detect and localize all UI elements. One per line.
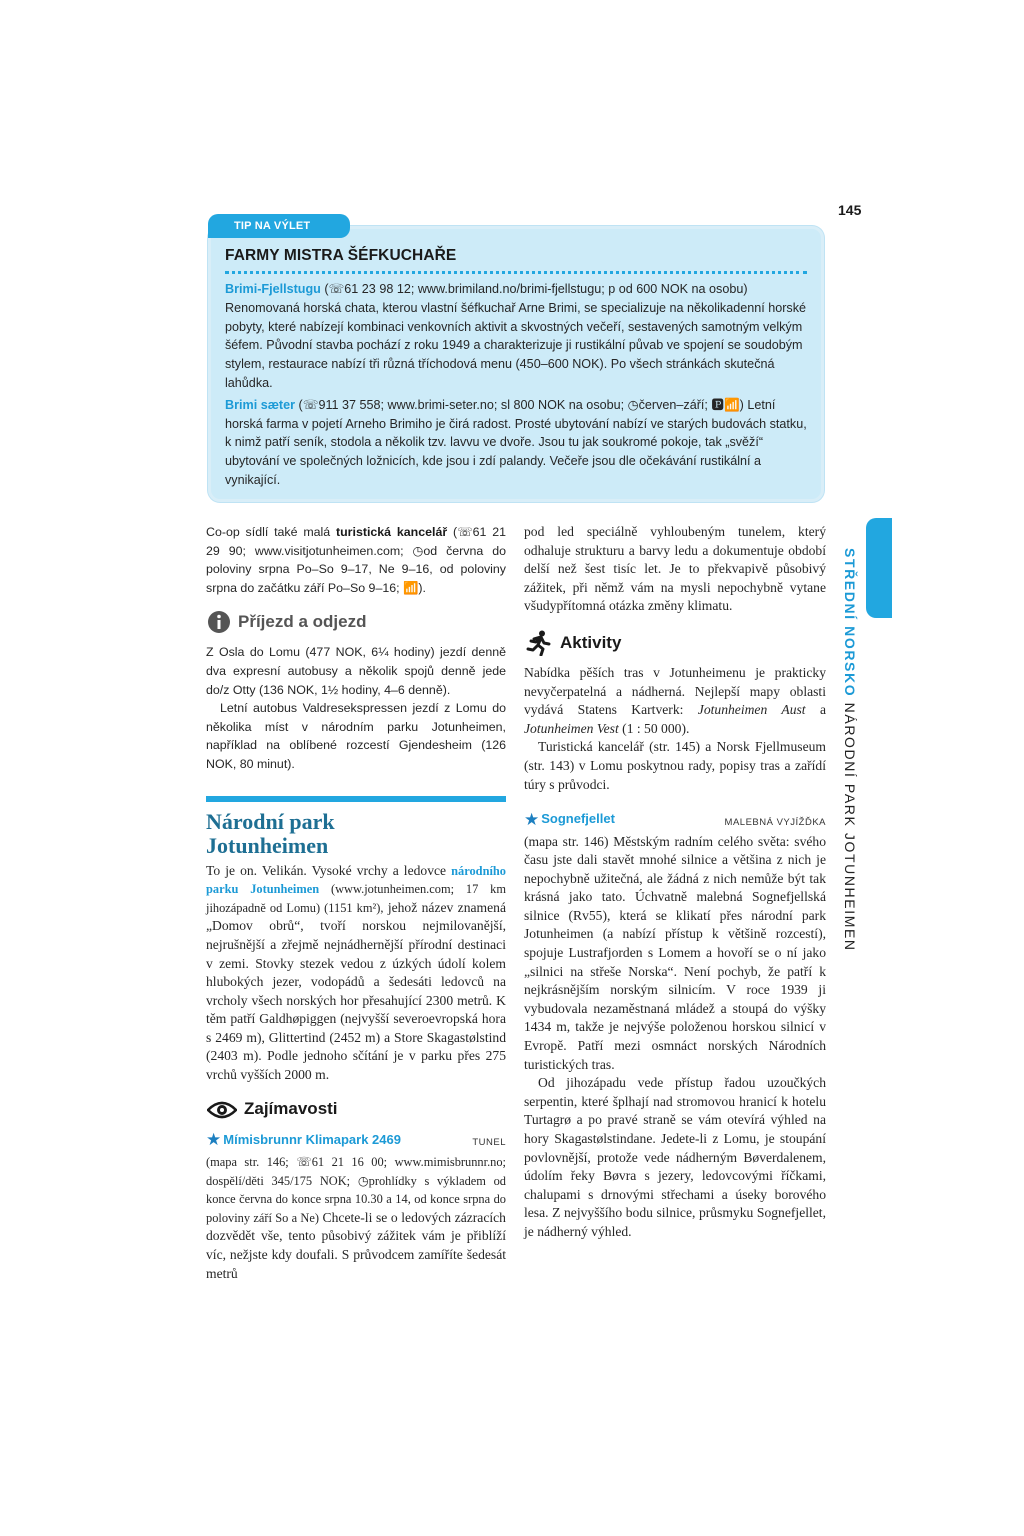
entry-name: Brimi-Fjellstugu xyxy=(225,282,321,296)
activities-text: a xyxy=(805,702,827,718)
park-title-line: Národní park xyxy=(206,808,335,834)
arrival-paragraph: Letní autobus Valdresekspressen jezdí z Lomu do několika míst v národním parku Jotunheimen, například na oblíbené rozcestí Gjendesheim (126 NOK, 80 minut). xyxy=(206,701,506,771)
tip-entry xyxy=(225,396,807,490)
sight-tag: TUNEL xyxy=(472,1137,506,1149)
star-icon: ★ xyxy=(524,809,540,829)
running-header-text xyxy=(842,548,858,952)
continued-paragraph: pod led speciálně vyhloubeným tunelem, který odhaluje strukturu a barvy ledu a dokumentuje období delší než šest tisíc let. Je to překvapivě působivý zážitek, při němž vám na mysli nepochybně vytane všudypřítomná otázka změny klimatu. xyxy=(524,524,826,614)
entry-text: (☏61 23 98 12; www.brimiland.no/brimi-fjellstugu; p od 600 NOK na osobu) Renomovaná horská chata, kterou vlastní šéfkuchař Arne Brimi, se specializuje na několikadenní horské pobyty, které nabízejí kombinaci venkovních aktivit a skvostných večeří, sestavených samotným velkým šéfem. Původní stavba pochází z roku 1949 a charakterizuje ji rustikální půvab ve spojení se soudobým stylem, restaurace nabízí tři různá tříchodová menu (450–600 NOK). Po všech stránkách skutečná lahůdka. xyxy=(225,282,807,390)
eye-icon xyxy=(206,1097,238,1123)
sight-tag: MALEBNÁ VYJÍŽĎKA xyxy=(724,816,826,828)
entry-name: Brimi sæter xyxy=(225,397,295,412)
activities-heading xyxy=(524,630,826,656)
activities-paragraph xyxy=(524,664,826,738)
sight-name[interactable] xyxy=(206,1131,401,1150)
intro-paragraph xyxy=(206,523,506,597)
arrival-heading-text: Příjezd a odjezd xyxy=(238,612,367,632)
arrival-paragraph: Z Osla do Lomu (477 NOK, 6¼ hodiny) jezdí denně dva expresní autobusy a několik spojů denně jede do/z Otty (136 NOK, 1½ hodiny, 4–6 denně). xyxy=(206,645,506,697)
middle-column xyxy=(524,523,826,1242)
sight-name[interactable] xyxy=(524,810,615,829)
activities-text: (1 : 50 000). xyxy=(618,720,690,736)
intro-details: (☏61 21 29 90; www.visitjotunheimen.com; ◷od června do poloviny srpna Po–So 9–17, Ne 9–16, od poloviny srpna do začátku září Po–So 9–16; 📶). xyxy=(206,525,506,595)
star-icon: ★ xyxy=(206,1130,222,1150)
park-link[interactable]: národního parku Jotunheimen xyxy=(206,863,506,897)
sight-name-text: Mímisbrunnr Klimapark 2469 xyxy=(223,1131,401,1147)
park-paragraph xyxy=(206,862,506,1085)
running-header xyxy=(836,548,860,952)
park-reference: (www.jotunheimen.com; 17 km jihozápadně od Lomu) (1151 km²), xyxy=(206,882,507,915)
tourist-office-keyword: turistická kancelář xyxy=(335,525,448,539)
activities-heading-text: Aktivity xyxy=(560,632,622,652)
entry-text: (☏911 37 558; www.brimi-seter.no; sl 800 NOK na osobu; ◷červen–září; 🅿📶) Letní horská farma v pojetí Arneho Brimiho je čirá radost. Prosté ubytování nabízí ve starých budovách statku, k nimž patří seník, stodola a několik tzv. lavvu ve dvoře. Jsou tu jak soukromé pokoje, tak „svěží“ ubytování ve společných ložnicích, kde jsou i zdí palandy. Večeře jsou dle očekávání rustikální a vynikající. xyxy=(225,397,807,487)
section-divider xyxy=(206,796,506,802)
park-title-line: Jotunheimen xyxy=(206,832,329,858)
tip-box xyxy=(208,226,824,502)
sognefjellet-paragraph: Od jihozápadu vede přístup řadou uzoučkých serpentin, které šplhají nad stromovou hranicí k hotelu Turtagrø a po pravé straně se vám otevírá výhled na hory Skagastølstindane. Jedete-li z Lomu, je stoupání povlovnější, protože vede nádherným Bøverdalenem, údolím řeky Bøvra s jezery, ledovcovými říčkami, chalupami s drnovými střechami a úseky borového lesa. Z nejvyššího bodu silnice, průsmyku Sognefjellet, je nádherný výhled. xyxy=(524,1075,826,1239)
arrival-heading xyxy=(206,609,506,635)
tip-tab: TIP NA VÝLET xyxy=(208,214,350,238)
sight-paragraph xyxy=(206,1153,506,1283)
activities-paragraph: Turistická kancelář (str. 145) a Norsk Fjellmuseum (str. 143) v Lomu poskytnou rady, popisy tras a zařídí túry s průvodci. xyxy=(524,739,826,792)
sognefjellet-paragraph: (mapa str. 146) Městským radním celého světa: svého času jste dali stavět mnohé silnice a většina z nich je nepochybně užitečná, ale žádná z nich nemůže být tak krásná jako tato. Úchvatně malebná Sognefjellská silnice (Rv55), která se klikatí přes národní park Jotunheimen (a nabízí přístup k většině rozcestí), spojuje Lustrafjorden s Lomem a hovoří se o ní jako „silnici na střeše Norska“. Není pochyb, že patří k nejkrásnějším norským silnicím. V roce 1939 ji vybudovala nezaměstnaná mládež a stoupá do výšky 1434 m, takže je nejvýše položenou horskou silnicí v Evropě. Patří mezi osmnáct norských Národních turistických tras. xyxy=(524,833,826,1072)
left-column xyxy=(206,523,506,1283)
sight-body: Chcete-li se o ledových zázracích dozvědět vše, tento působivý zážitek vám je přiblíží víc, nežjste kdy doufali. S průvodcem zamíříte šedesát metrů xyxy=(206,1209,506,1281)
runner-icon xyxy=(524,630,554,656)
sight-header xyxy=(524,810,826,832)
park-title xyxy=(206,810,506,858)
section-name: NÁRODNÍ PARK JOTUNHEIMEN xyxy=(842,697,858,952)
sight-header xyxy=(206,1131,506,1153)
page-number: 145 xyxy=(838,202,862,218)
tip-entry xyxy=(225,280,807,393)
park-body: jehož název znamená „Domov obrů“, tvoří norskou nejmilovanější, nejrušnější a zřejmě nejnádhernější přírodní destinaci v zemi. Stovky stezek vedou z úzkých údolí kolem hlubokých jezer, vodopádů a šedesáti ledovců na vrcholy všech norských hor přesahující 2300 metrů. K těm patří Galdhøpiggen (nejvyšší severoevropská hora s 2469 m), Glittertind (2452 m) a Store Skagastølstind (2403 m). Podle jednoho sčítání je v parku přes 275 vrchů vyšších 2000 m. xyxy=(206,899,506,1083)
info-icon xyxy=(206,609,232,635)
sights-heading xyxy=(206,1097,506,1123)
sights-heading-text: Zajímavosti xyxy=(244,1099,338,1119)
map-title: Jotunheimen Aust xyxy=(697,702,806,718)
tip-title: FARMY MISTRA ŠÉFKUCHAŘE xyxy=(225,247,807,274)
sight-name-text: Sognefjellet xyxy=(541,811,615,827)
intro-text: Co-op sídlí také malá xyxy=(206,525,336,539)
sight-reference: (mapa str. 146; ☏61 21 16 00; www.mimisbrunnr.no; dospělí/děti 345/175 NOK; ◷prohlídky s výkladem od konce června do konce srpna 10.30 a 14, od konce srpna do poloviny září So a Ne) xyxy=(206,1155,506,1225)
park-lead: To je on. Velikán. Vysoké vrchy a ledovce xyxy=(206,862,452,878)
chapter-tab[interactable] xyxy=(866,518,892,618)
map-title: Jotunheimen Vest xyxy=(524,720,619,736)
chapter-name: STŘEDNÍ NORSKO xyxy=(842,548,858,698)
activities-text: Nabídka pěších tras v Jotunheimenu je prakticky nevyčerpatelná a nádherná. Nejlepší mapy oblasti vydává Statens Kartverk: xyxy=(524,664,826,718)
